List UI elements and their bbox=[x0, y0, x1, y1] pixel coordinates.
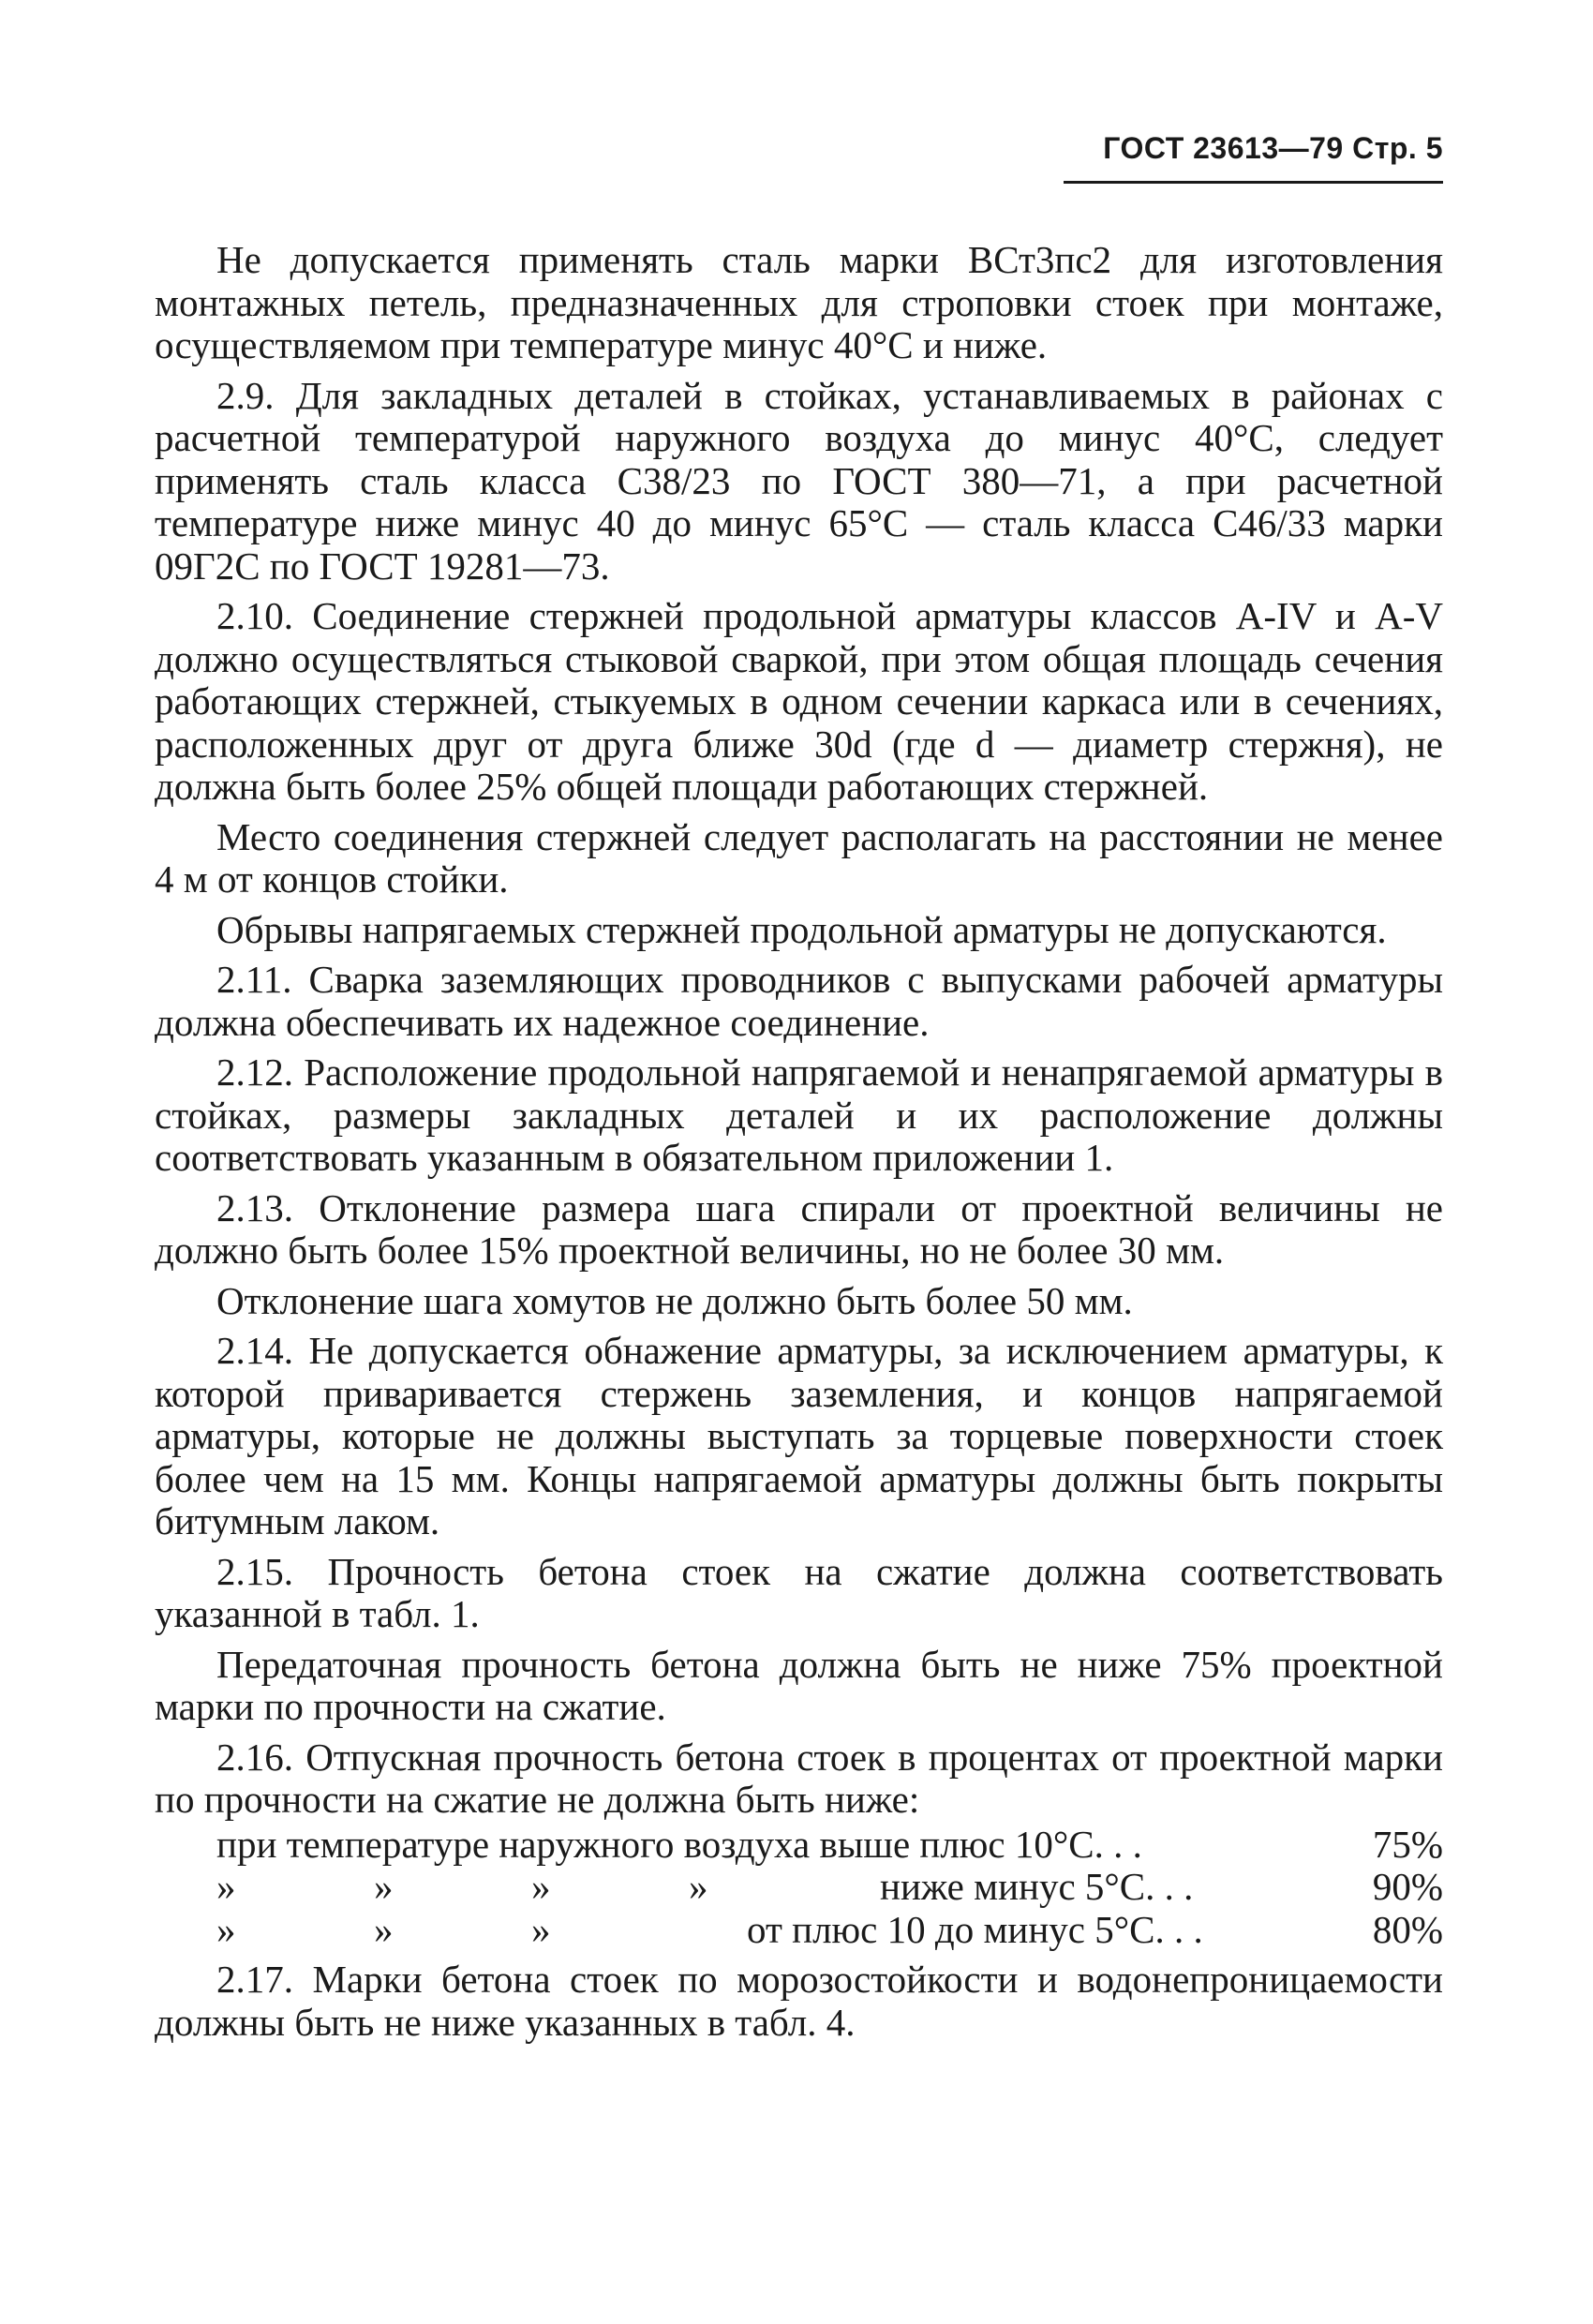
ditto-mark: » bbox=[531, 1907, 551, 1951]
paragraph-2-9: 2.9. Для закладных деталей в стойках, устанавливаемых в районах с расчетной температурой наружного воздуха до минус 40°С, следует применять сталь класса С38/23 по ГОСТ 380—71, а при расчетной температуре ниже минус 40 до минус 65°С — сталь класса С46/33 марки 09Г2С по ГОСТ 19281—73. bbox=[155, 373, 1443, 588]
paragraph-2-16: 2.16. Отпускная прочность бетона стоек в процентах от проектной марки по прочности на сжатие не должна быть ниже: bbox=[155, 1735, 1443, 1821]
paragraph-2-10: 2.10. Соединение стержней продольной арматуры классов A-IV и A-V должно осуществляться стыковой сваркой, при этом общая площадь сечения работающих стержней, стыкуемых в одном сечении каркаса или в сечениях, расположенных друг от друга ближе 30d (где d — диаметр стержня), не должна быть более 25% общей площади работающих стержней. bbox=[155, 594, 1443, 808]
list-item-value: 75% bbox=[1372, 1822, 1443, 1866]
list-item-value: 80% bbox=[1372, 1907, 1443, 1951]
paragraph: Отклонение шага хомутов не должно быть более 50 мм. bbox=[216, 1278, 1133, 1322]
ditto-mark: » bbox=[216, 1865, 236, 1908]
ditto-mark: » bbox=[216, 1907, 236, 1951]
header-rule bbox=[1064, 181, 1443, 184]
ditto-marks bbox=[155, 1866, 846, 1909]
ditto-marks bbox=[155, 1909, 689, 1952]
document-body bbox=[155, 239, 1443, 2051]
paragraph: Не допускается применять сталь марки ВСт3пс2 для изготовления монтажных петель, предназначенных для строповки стоек при монтаже, осуществляемом при температуре минус 40°С и ниже. bbox=[155, 238, 1443, 366]
ditto-mark: » bbox=[531, 1865, 551, 1908]
paragraph: Обрывы напрягаемых стержней продольной арматуры не допускаются. bbox=[216, 907, 1387, 951]
paragraph: Место соединения стержней следует располагать на расстоянии не менее 4 м от концов стойки. bbox=[155, 814, 1443, 901]
paragraph-2-15: 2.15. Прочность бетона стоек на сжатие должна соответствовать указанной в табл. 1. bbox=[155, 1549, 1443, 1635]
ditto-mark: » bbox=[374, 1907, 394, 1951]
ditto-mark: » bbox=[374, 1865, 394, 1908]
paragraph-2-17: 2.17. Марки бетона стоек по морозостойкости и водонепроницаемости должны быть не ниже указанных в табл. 4. bbox=[155, 1958, 1443, 2044]
paragraph: Передаточная прочность бетона должна быть не ниже 75% проектной марки по прочности на сжатие. bbox=[155, 1642, 1443, 1728]
list-item bbox=[155, 1824, 1443, 1867]
paragraph-2-13: 2.13. Отклонение размера шага спирали от проектной величины не должно быть более 15% проектной величины, но не более 30 мм. bbox=[155, 1185, 1443, 1272]
list-item-text: ниже минус 5°С. . . bbox=[880, 1865, 1194, 1908]
list-item-value: 90% bbox=[1372, 1865, 1443, 1908]
list-item-text: от плюс 10 до минус 5°С. . . bbox=[747, 1907, 1203, 1951]
paragraph-2-14: 2.14. Не допускается обнажение арматуры, за исключением арматуры, к которой приваривается стержень заземления, и концов напрягаемой арматуры, которые не должны выступать за торцевые поверхности стоек более чем на 15 мм. Концы напрягаемой арматуры должны быть покрыты битумным лаком. bbox=[155, 1329, 1443, 1542]
ditto-mark: » bbox=[689, 1865, 708, 1908]
strength-list bbox=[155, 1824, 1443, 1952]
page-header: ГОСТ 23613—79 Стр. 5 bbox=[1103, 131, 1443, 165]
list-item bbox=[155, 1909, 1443, 1952]
paragraph-2-12: 2.12. Расположение продольной напрягаемой и ненапрягаемой арматуры в стойках, размеры закладных деталей и их расположение должны соответствовать указанным в обязательном приложении 1. bbox=[155, 1050, 1443, 1179]
list-item-text: при температуре наружного воздуха выше плюс 10°С. . . bbox=[216, 1822, 1142, 1866]
list-item bbox=[155, 1866, 1443, 1909]
paragraph-2-11: 2.11. Сварка заземляющих проводников с выпусками рабочей арматуры должна обеспечивать их надежное соединение. bbox=[155, 958, 1443, 1044]
